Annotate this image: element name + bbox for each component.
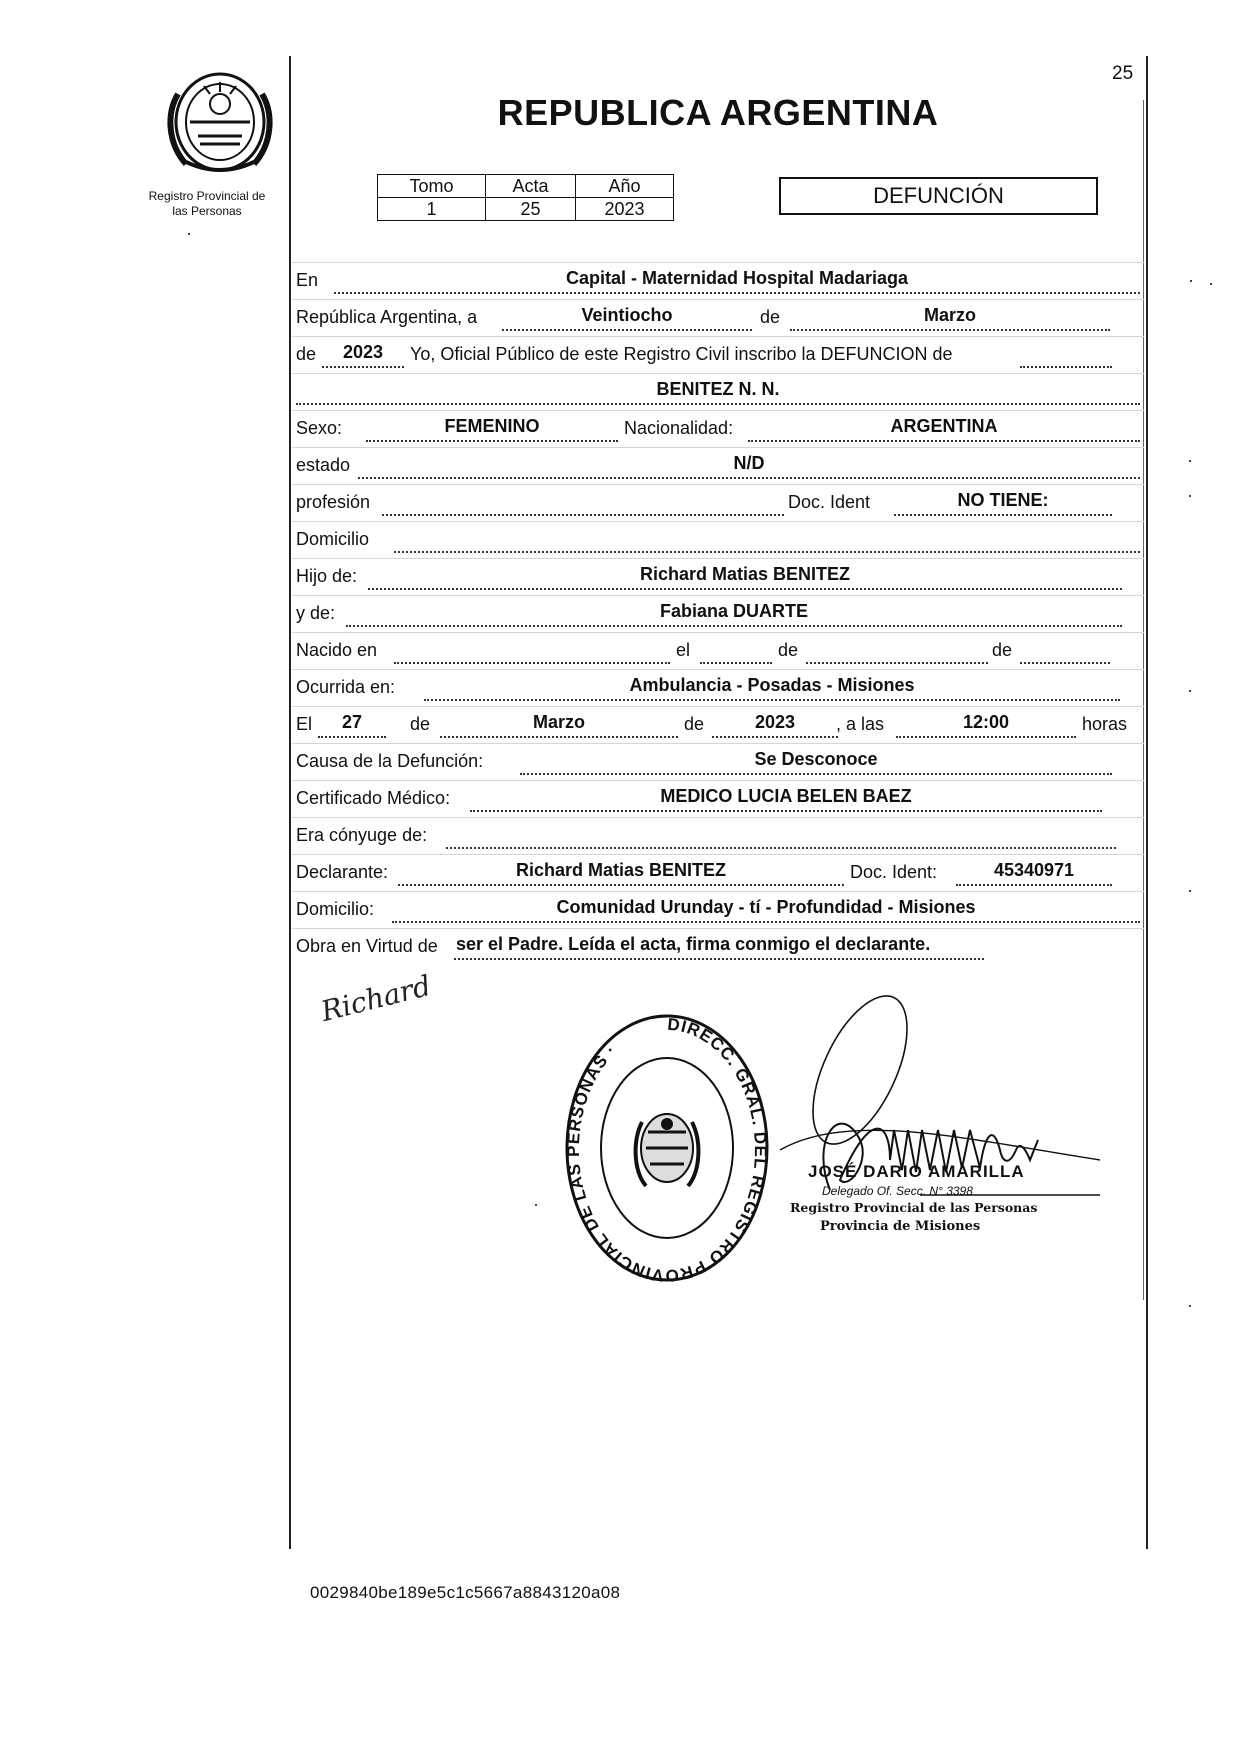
tomo-value: 1 — [378, 198, 486, 221]
label-de-year: de — [296, 344, 317, 364]
label-de-death-month: de — [410, 714, 431, 734]
label-de-birth-year: de — [992, 640, 1013, 660]
label-el-cap: El — [296, 714, 313, 734]
fill-line — [956, 884, 1112, 886]
row-separator — [292, 447, 1144, 448]
fill-line — [1020, 366, 1112, 368]
fill-line — [346, 625, 1122, 627]
place-of-registration: Capital - Maternidad Hospital Madariaga — [565, 268, 909, 288]
row-separator — [292, 743, 1144, 744]
logo-caption — [128, 189, 286, 219]
father-name: Richard Matias BENITEZ — [639, 564, 851, 584]
label-domicilio-declarant: Domicilio: — [296, 899, 375, 919]
fill-line — [446, 847, 1116, 849]
label-nacionalidad: Nacionalidad: — [624, 418, 734, 438]
fill-line — [392, 921, 1140, 923]
row-separator — [292, 632, 1144, 633]
fill-line — [382, 514, 784, 516]
row-separator — [292, 928, 1144, 929]
left-margin-line — [289, 56, 291, 1549]
fill-line — [394, 551, 1140, 553]
anio-value: 2023 — [576, 198, 674, 221]
row-separator — [292, 336, 1144, 337]
scan-speck — [1189, 1305, 1191, 1307]
anio-header: Año — [576, 175, 674, 198]
label-de: de — [760, 307, 781, 327]
fill-line — [712, 736, 838, 738]
registration-year: 2023 — [342, 342, 384, 362]
civil-status-value: N/D — [733, 453, 765, 473]
label-y-de: y de: — [296, 603, 336, 623]
label-domicilio: Domicilio — [296, 529, 370, 549]
acta-value: 25 — [486, 198, 576, 221]
label-doc-ident: Doc. Ident — [788, 492, 871, 512]
svg-text:DIRECC. GRAL. DEL REGISTRO PRO: DIRECC. GRAL. DEL REGISTRO PROVINCIAL DE LAS PERSONAS · — [563, 1014, 771, 1284]
provincial-coat-of-arms-logo — [160, 64, 280, 180]
cause-of-death: Se Desconoce — [754, 749, 878, 769]
label-causa: Causa de la Defunción: — [296, 751, 484, 771]
certifying-doctor: MEDICO LUCIA BELEN BAEZ — [660, 786, 912, 806]
label-a-las: , a las — [836, 714, 885, 734]
label-horas: horas — [1082, 714, 1128, 734]
fill-line — [454, 958, 984, 960]
fill-line — [894, 514, 1112, 516]
scan-speck — [1189, 890, 1191, 892]
handwritten-signature-declarant: Richard — [317, 968, 435, 1029]
label-ocurrida-en: Ocurrida en: — [296, 677, 396, 697]
declarant-address: Comunidad Urunday - tí - Profundidad - Misiones — [556, 897, 976, 917]
registration-day-words: Veintiocho — [581, 305, 673, 325]
label-declarante: Declarante: — [296, 862, 389, 882]
right-margin-line — [1146, 56, 1148, 1549]
label-sexo: Sexo: — [296, 418, 343, 438]
sex-value: FEMENINO — [444, 416, 540, 436]
signer-name: JOSÉ DARIO AMARILLA — [808, 1162, 1025, 1181]
official-seal-stamp — [562, 1012, 772, 1284]
fill-line — [806, 662, 988, 664]
reference-header-row — [378, 175, 674, 198]
nationality-value: ARGENTINA — [890, 416, 998, 436]
fill-line — [366, 440, 618, 442]
scan-speck — [1190, 280, 1192, 282]
label-hijo-de: Hijo de: — [296, 566, 358, 586]
label-profesion: profesión — [296, 492, 371, 512]
fill-line — [896, 736, 1076, 738]
mother-name: Fabiana DUARTE — [659, 601, 809, 621]
scan-speck — [1189, 495, 1191, 497]
death-day: 27 — [341, 712, 363, 732]
row-separator — [292, 891, 1144, 892]
row-separator — [292, 780, 1144, 781]
row-separator — [292, 595, 1144, 596]
scan-speck — [1189, 460, 1191, 462]
row-separator — [292, 817, 1144, 818]
scan-speck — [535, 1204, 537, 1206]
row-separator — [292, 299, 1144, 300]
fill-line — [424, 699, 1120, 701]
label-nacido-en: Nacido en — [296, 640, 378, 660]
signer-role: Delegado Of. Secc. N° 3398 — [822, 1184, 973, 1198]
label-estado: estado — [296, 455, 351, 475]
registration-month: Marzo — [923, 305, 976, 325]
document-hash: 0029840be189e5c1c5667a8843120a08 — [310, 1583, 621, 1602]
fill-line — [748, 440, 1140, 442]
label-de-birth-month: de — [778, 640, 799, 660]
row-separator — [292, 410, 1144, 411]
row-separator — [292, 484, 1144, 485]
death-year: 2023 — [754, 712, 796, 732]
fill-line — [502, 329, 752, 331]
label-obra-en-virtud: Obra en Virtud de — [296, 936, 438, 956]
fill-line — [398, 884, 844, 886]
fill-line — [296, 403, 1140, 405]
acta-header: Acta — [486, 175, 576, 198]
deceased-name: BENITEZ N. N. — [656, 379, 780, 399]
registry-reference-table — [377, 174, 674, 221]
logo-caption-line1: Registro Provincial de — [148, 189, 266, 203]
row-separator — [292, 854, 1144, 855]
fill-line — [368, 588, 1122, 590]
fill-line — [1020, 662, 1110, 664]
fill-line — [470, 810, 1102, 812]
label-de-death-year: de — [684, 714, 705, 734]
label-republica: República Argentina, a — [296, 307, 478, 327]
row-separator — [292, 558, 1144, 559]
declarant-name: Richard Matias BENITEZ — [515, 860, 727, 880]
occurred-in-value: Ambulancia - Posadas - Misiones — [629, 675, 915, 695]
fill-line — [322, 366, 404, 368]
label-doc-ident-declarant: Doc. Ident: — [850, 862, 938, 882]
fill-line — [520, 773, 1112, 775]
logo-caption-line2: las Personas — [172, 204, 242, 218]
signer-block — [790, 1162, 1120, 1234]
fill-line — [394, 662, 670, 664]
declarant-doc: 45340971 — [993, 860, 1075, 880]
row-separator — [292, 706, 1144, 707]
scan-speck — [1189, 690, 1191, 692]
fill-line — [318, 736, 386, 738]
label-yo-oficial: Yo, Oficial Público de este Registro Civil inscribo la DEFUNCION de — [410, 344, 953, 364]
row-separator — [292, 521, 1144, 522]
row-separator — [292, 373, 1144, 374]
scan-speck — [188, 233, 190, 235]
doc-ident-value: NO TIENE: — [957, 490, 1049, 510]
label-en: En — [296, 270, 319, 290]
scan-speck — [1210, 283, 1212, 285]
tomo-header: Tomo — [378, 175, 486, 198]
label-el: el — [676, 640, 691, 660]
label-conyuge: Era cónyuge de: — [296, 825, 428, 845]
document-title: REPUBLICA ARGENTINA — [497, 92, 939, 133]
closing-statement: ser el Padre. Leída el acta, firma conmigo el declarante. — [456, 934, 931, 954]
fill-line — [440, 736, 678, 738]
fill-line — [358, 477, 1140, 479]
fill-line — [790, 329, 1110, 331]
label-certificado: Certificado Médico: — [296, 788, 451, 808]
fill-line — [334, 292, 1140, 294]
reference-value-row — [378, 198, 674, 221]
signer-office: Registro Provincial de las Personas — [790, 1200, 1038, 1215]
fill-line — [700, 662, 772, 664]
record-type-box: DEFUNCIÓN — [779, 177, 1098, 215]
death-time: 12:00 — [962, 712, 1010, 732]
death-month: Marzo — [532, 712, 585, 732]
page-number: 25 — [1112, 63, 1134, 84]
row-separator — [292, 669, 1144, 670]
row-separator — [292, 262, 1144, 263]
right-margin-inner-line — [1143, 100, 1144, 1300]
signer-province: Provincia de Misiones — [820, 1219, 981, 1234]
